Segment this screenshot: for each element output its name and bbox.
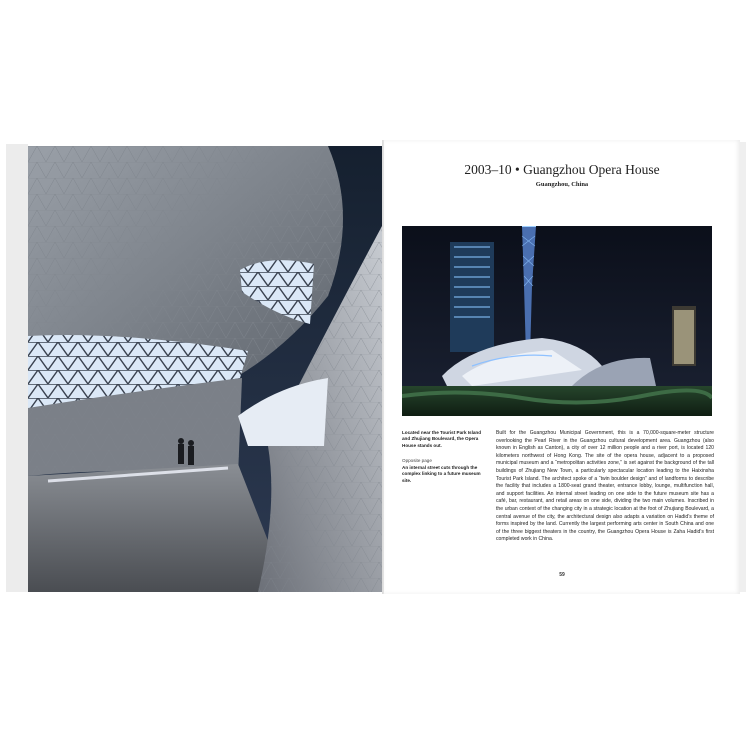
book-edge-right	[740, 142, 746, 592]
page-subtitle: Guangzhou, China	[535, 181, 589, 188]
left-page-photo	[28, 146, 382, 592]
body-text: Built for the Guangzhou Municipal Government, this is a 70,000-square-meter structure overlooking the Pearl River in the Guangzhou cultural development area. Guangzhou (also known in English as Canton), a city of over 12 million people and a river port, is located 120 kilometers northwest of Hong Kong. The site of the opera house, adjacent to a proposed municipal museum and a “metropolitan activities zone,” is set against the background of the tall buildings of Zhujiang New Town, a particularly spectacular location leading to the Haixinsha Tourist Park Island. The architect spoke of a “twin boulder design” and of landforms to describe the facility that includes a 1800-seat grand theater, entrance lobby, lounge, multifunction hall, and support facilities. An internal street leading on one side to the future museum site has a café, bar, restaurant, and retail areas on one side, dividing the two main volumes. Inscribed in the urban context of the changing city in a strategic location at the foot of Zhujiang Boulevard, a central avenue of the city, the architectural design also adapts a variation on Hadid’s theme of forms inspired by the land. Currently the largest performing arts center in South China and one of the three biggest theaters in the country, the Guangzhou Opera House is Zaha Hadid’s first completed work in China.	[496, 430, 714, 543]
page-number: 59	[559, 572, 565, 578]
page-title: 2003–10 • Guangzhou Opera House	[464, 162, 660, 177]
right-page	[384, 140, 740, 594]
opera-house-interior-street-image	[28, 146, 382, 592]
photo-caption-2: An internal street cuts through the complex linking to a future museum site.	[402, 465, 481, 483]
open-book	[6, 140, 744, 594]
opera-house-night-photo	[402, 226, 712, 416]
caption-2-label: Opposite page	[402, 458, 432, 463]
book-edge-left	[6, 144, 28, 592]
photo-caption-1: Located near the Tourist Park Island and Zhujiang Boulevard, the Opera House stands out.	[402, 430, 482, 448]
